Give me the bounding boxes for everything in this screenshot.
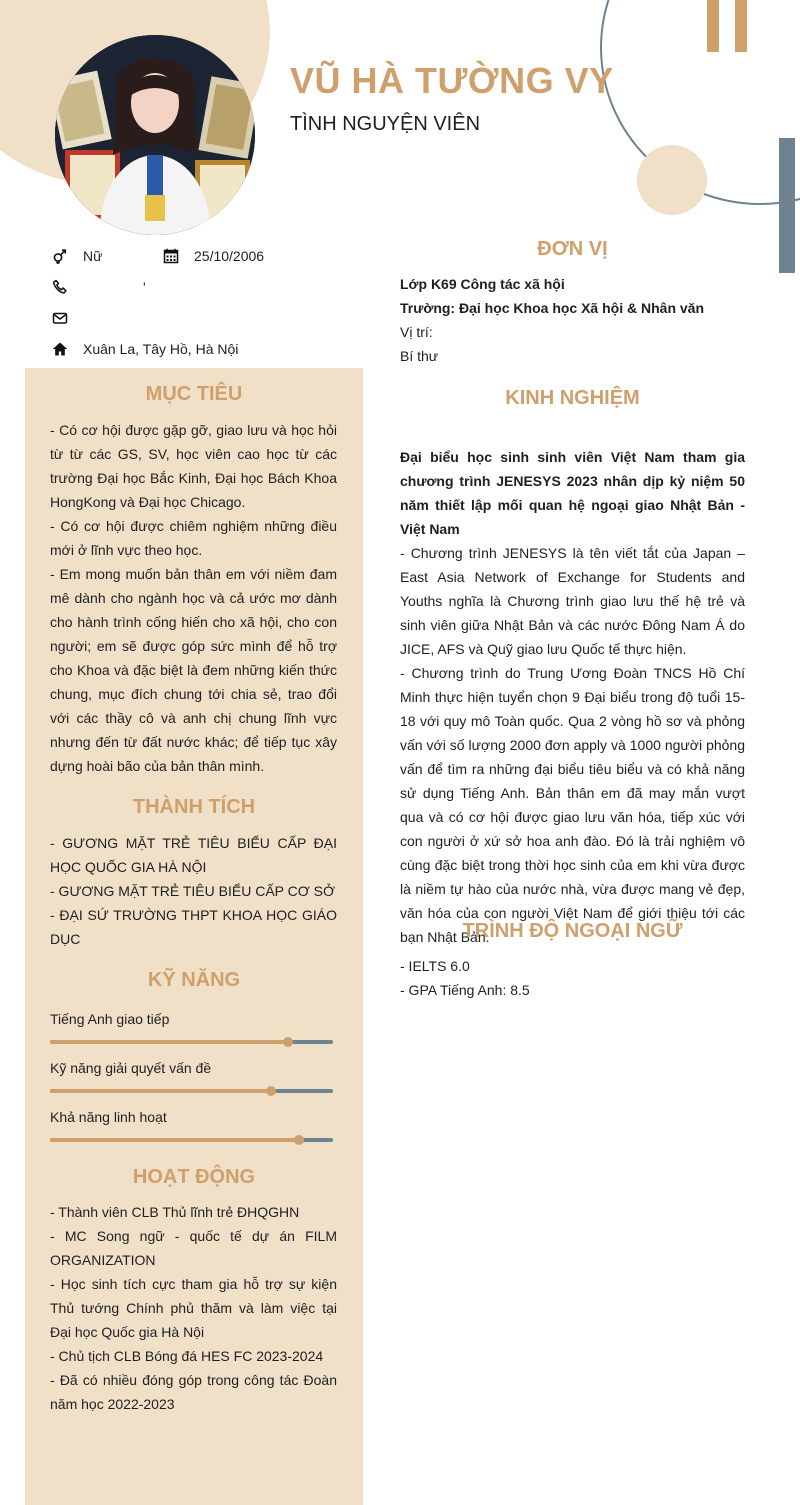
objective-paragraph: - Em mong muốn bản thân em với niềm đam mê dành cho ngành học và cả ước mơ dành cho hành trình cống hiến cho xã hội, cho con người; em sẽ được góp sức mình để hỗ trợ cho Khoa và đặc biệt là đem những kiến thức chung, mục đích chung tới chia sẻ, trao đổi với các thầy cô và anh chị chung lĩnh vực nhưng đến từ đất nước khác; để tiếp tục xây dựng hoài bão của bản thân mình. (50, 566, 337, 774)
skills-title: KỸ NĂNG (147, 969, 241, 991)
experience-heading: Đại biểu học sinh sinh viên Việt Nam tham gia chương trình JENESYS 2023 nhân dịp kỷ niệm 50 năm thiết lập mối quan hệ ngoại giao Nhật Bản - Việt Nam (400, 449, 745, 537)
experience-paragraph: - Chương trình JENESYS là tên viết tắt của Japan – East Asia Network of Exchange for Students and Youths nghĩa là Chương trình giao lưu thế hệ trẻ và sinh viên giữa Nhật Bản và các nước Đông Nam Á do JICE, AFS và Quỹ giao lưu Quốc tế thực hiện. (400, 545, 745, 657)
unit-class: Lớp K69 Công tác xã hội (400, 276, 565, 292)
languages-title: TRÌNH ĐỘ NGOẠI NGỮ (462, 920, 683, 942)
language-item: - IELTS 6.0 (400, 958, 470, 974)
activity-item: - Chủ tịch CLB Bóng đá HES FC 2023-2024 (50, 1348, 324, 1364)
skill-bar-fill (50, 1138, 299, 1142)
objective-title: MỤC TIÊU (145, 383, 243, 405)
unit-title: ĐƠN VỊ (537, 238, 608, 260)
unit-info (400, 272, 745, 368)
skill-bar-knob (266, 1086, 276, 1096)
languages-list (400, 954, 745, 1002)
activity-item: - Thành viên CLB Thủ lĩnh trẻ ĐHQGHN (50, 1204, 300, 1220)
decor-side-bar (779, 138, 795, 273)
skill-bar-knob (283, 1037, 293, 1047)
activities-title: HOẠT ĐỘNG (132, 1166, 256, 1188)
email-row (52, 310, 83, 326)
skill-label: Kỹ năng giải quyết vấn đề (50, 1060, 212, 1076)
objective-paragraph: - Có cơ hội được gặp gỡ, giao lưu và học hỏi từ từ các GS, SV, học viên cao học từ các trường Đại học Bắc Kinh, Đại học Bách Khoa HongKong và Đại học Chicago. (50, 422, 337, 510)
achievements-list (50, 831, 337, 951)
home-icon (52, 341, 68, 357)
achievement-item: - ĐẠI SỨ TRƯỜNG THPT KHOA HỌC GIÁO DỤC (50, 907, 337, 947)
mail-icon (52, 310, 68, 326)
achievement-item: - GƯƠNG MẶT TRẺ TIÊU BIỂU CẤP CƠ SỞ (50, 883, 335, 899)
activity-item: - MC Song ngữ - quốc tế dự án FILM ORGANIZATION (50, 1228, 337, 1268)
skill-label: Tiếng Anh giao tiếp (50, 1011, 170, 1027)
gender-icon (52, 248, 68, 264)
achievement-item: - GƯƠNG MẶT TRẺ TIÊU BIỂU CẤP ĐẠI HỌC QUỐC GIA HÀ NỘI (50, 835, 337, 875)
activity-item: - Học sinh tích cực tham gia hỗ trợ sự kiện Thủ tướng Chính phủ thăm và làm việc tại Đại học Quốc gia Hà Nội (50, 1276, 337, 1340)
skill-bar (50, 1089, 333, 1093)
gender-row (52, 248, 102, 264)
activity-item: - Đã có nhiều đóng góp trong công tác Đoàn năm học 2022-2023 (50, 1372, 337, 1412)
person-role: TÌNH NGUYỆN VIÊN (290, 113, 481, 135)
unit-school: Trường: Đại học Khoa học Xã hội & Nhân văn (400, 300, 705, 316)
activities-list (50, 1200, 337, 1416)
calendar-icon (163, 248, 179, 264)
decor-bar (707, 0, 719, 52)
birthdate-value: 25/10/2006 (194, 248, 265, 264)
skill-bar-fill (50, 1089, 271, 1093)
experience-paragraph: - Chương trình do Trung Ương Đoàn TNCS Hồ Chí Minh thực hiện tuyển chọn 9 Đại biểu trong độ tuổi 15-18 với quy mô Toàn quốc. Qua 2 vòng hồ sơ và phỏng vấn với số lượng 2000 đơn apply và 1000 người phỏng vấn để tìm ra những đại biểu tiêu biểu và có khả năng sử dụng Tiếng Anh. Bản thân em đã may mắn vượt qua và có cơ hội được giao lưu văn hóa, tiếp xúc với con người ở xứ sở hoa anh đào. Đó là trải nghiệm vô cùng đặc biệt trong thời học sinh của em khi vừa được là niềm tự hào của nước nhà, vừa được mang vẻ đẹp, văn hóa của con người Việt Nam để giới thiệu tới các bạn Nhật Bản. (400, 665, 745, 945)
decor-bar (735, 0, 747, 52)
unit-position: Bí thư (400, 348, 439, 364)
person-name: VŨ HÀ TƯỜNG VY (290, 60, 614, 101)
skill-bar (50, 1138, 333, 1142)
address-value: Xuân La, Tây Hồ, Hà Nội (83, 341, 239, 357)
phone-value: ' (143, 279, 146, 295)
objective-text (50, 418, 337, 778)
experience-title: KINH NGHIỆM (505, 387, 640, 409)
decor-dot (637, 145, 707, 215)
address-row (52, 341, 238, 357)
language-item: - GPA Tiếng Anh: 8.5 (400, 982, 530, 998)
gender-value: Nữ (83, 248, 103, 264)
unit-position-label: Vị trí: (400, 324, 433, 340)
profile-photo (55, 35, 255, 235)
experience-text (400, 445, 745, 949)
phone-row (52, 279, 146, 295)
phone-icon (52, 279, 68, 295)
objective-paragraph: - Có cơ hội được chiêm nghiệm những điều mới ở lĩnh vực theo học. (50, 518, 337, 558)
skill-bar-fill (50, 1040, 288, 1044)
skill-label: Khả năng linh hoạt (50, 1109, 167, 1125)
achievements-title: THÀNH TÍCH (132, 796, 256, 818)
birthdate-row (163, 248, 264, 264)
skill-bar (50, 1040, 333, 1044)
skill-bar-knob (294, 1135, 304, 1145)
